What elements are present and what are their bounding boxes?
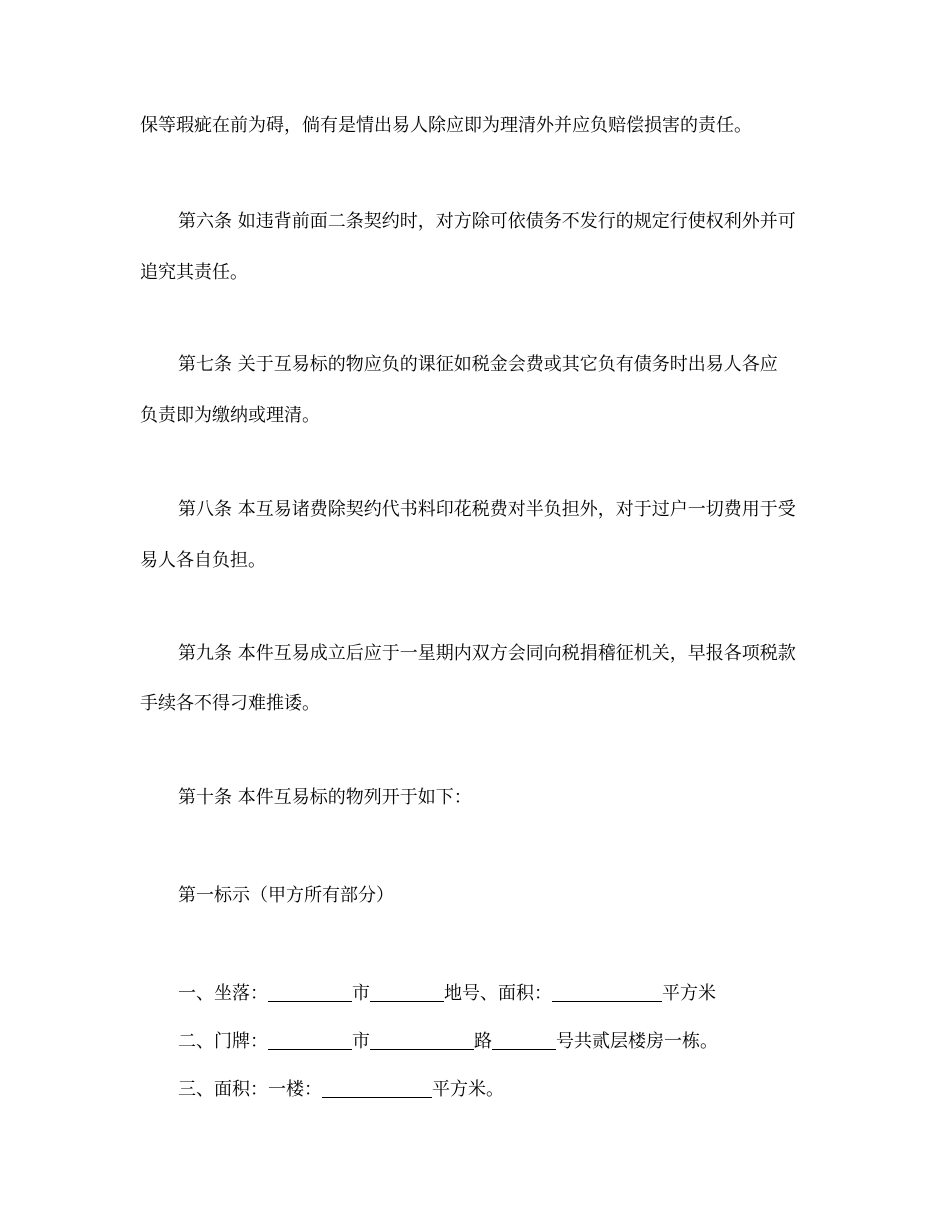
lot-blank — [370, 983, 444, 1002]
number-blank — [492, 1031, 556, 1050]
item-2-city-text: 市 — [352, 1031, 370, 1052]
city-blank — [268, 1031, 352, 1050]
article-10-line-1: 第十条 本件互易标的物列开于如下： — [178, 787, 472, 808]
article-9-line-1: 第九条 本件互易成立后应于一星期内双方会同向税捐稽征机关，早报各项税款 — [178, 643, 796, 664]
article-8-line-2: 易人各自负担。 — [140, 550, 266, 571]
floor-area-blank — [322, 1079, 432, 1098]
item-1-label: 一、坐落： — [178, 983, 268, 1004]
item-1-city-text: 市 — [352, 983, 370, 1004]
article-6-line-1: 第六条 如违背前面二条契约时，对方除可依债务不发行的规定行使权利外并可 — [178, 211, 796, 232]
item-2-building-text: 号共贰层楼房一栋。 — [556, 1031, 718, 1052]
item-3-label: 三、面积：一楼： — [178, 1079, 322, 1100]
article-9-line-2: 手续各不得刁难推诿。 — [140, 693, 320, 714]
item-2-road-text: 路 — [474, 1031, 492, 1052]
article-7-line-1: 第七条 关于互易标的物应负的课征如税金会费或其它负有债务时出易人各应 — [178, 354, 778, 375]
item-1-location — [178, 982, 858, 1006]
area-blank — [552, 983, 662, 1002]
item-1-unit-text: 平方米 — [662, 983, 716, 1004]
item-2-label: 二、门牌： — [178, 1031, 268, 1052]
article-8-line-1: 第八条 本互易诸费除契约代书料印花税费对半负担外，对于过户一切费用于受 — [178, 499, 796, 520]
item-2-address — [178, 1030, 858, 1054]
road-blank — [370, 1031, 474, 1050]
item-1-lot-text: 地号、面积： — [444, 983, 552, 1004]
section-title: 第一标示（甲方所有部分） — [178, 885, 394, 906]
item-3-area — [178, 1078, 858, 1102]
paragraph-line: 保等瑕疵在前为碍，倘有是情出易人除应即为理清外并应负赔偿损害的责任。 — [140, 115, 752, 136]
city-blank — [268, 983, 352, 1002]
item-3-unit-text: 平方米。 — [432, 1079, 504, 1100]
article-7-line-2: 负责即为缴纳或理清。 — [140, 405, 320, 426]
article-6-line-2: 追究其责任。 — [140, 262, 248, 283]
